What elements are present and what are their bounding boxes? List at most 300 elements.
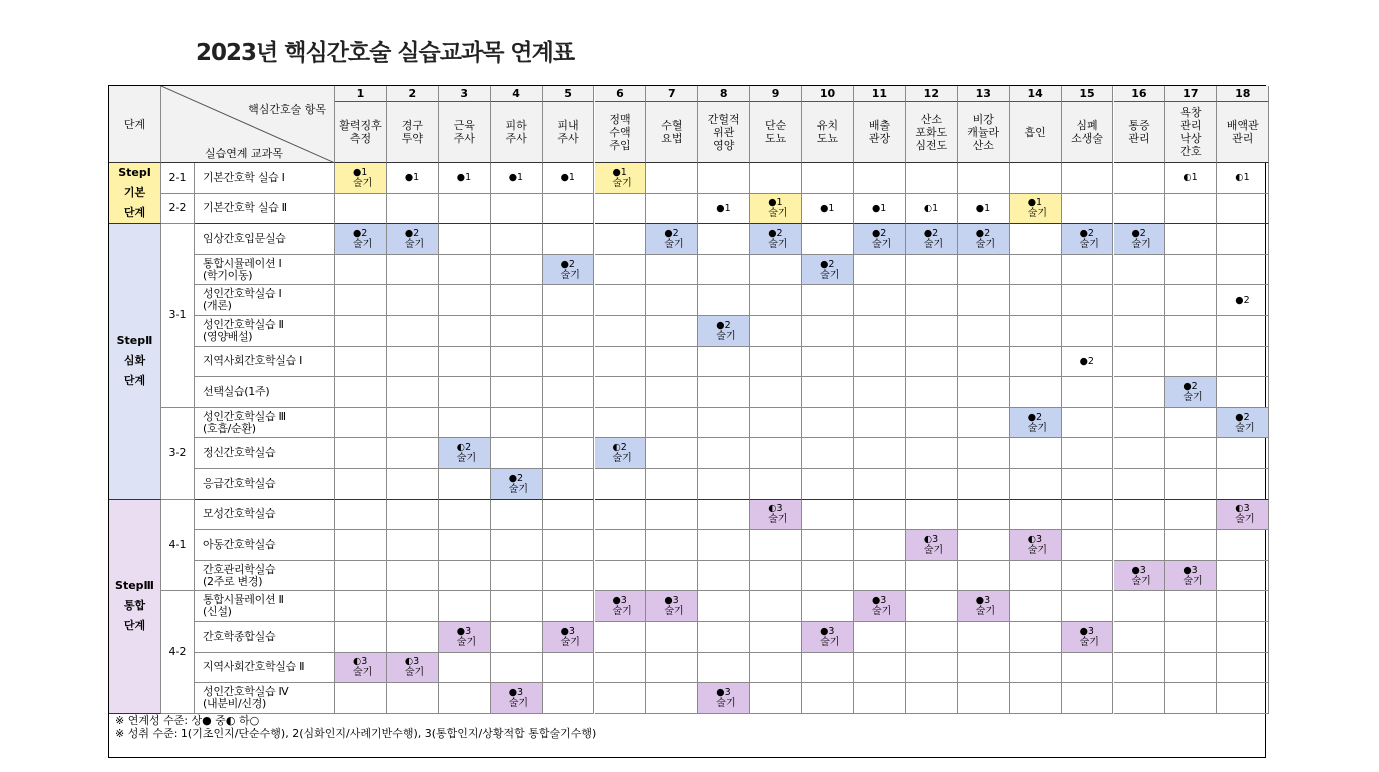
table-cell bbox=[750, 561, 802, 592]
table-cell bbox=[698, 438, 750, 469]
linkage-level: ●2 bbox=[1027, 411, 1043, 423]
skill-note: 술기 bbox=[716, 330, 736, 342]
item-name: 단순 도뇨 bbox=[750, 102, 802, 163]
table-cell bbox=[1114, 683, 1166, 714]
linkage-level: ●1 bbox=[872, 202, 887, 214]
linkage-mark bbox=[750, 500, 802, 531]
table-cell bbox=[906, 408, 958, 439]
table-cell bbox=[906, 285, 958, 316]
table-cell bbox=[1114, 622, 1166, 653]
table-cell bbox=[1217, 255, 1269, 286]
linkage-level: ●2 bbox=[872, 227, 887, 239]
skill-note: 술기 bbox=[1131, 575, 1151, 587]
linkage-level: ◐3 bbox=[1027, 533, 1043, 545]
skill-note: 술기 bbox=[820, 636, 840, 648]
linkage-level: ●2 bbox=[1183, 380, 1198, 392]
course-name: 지역사회간호학실습 Ⅱ bbox=[195, 653, 335, 684]
linkage-mark bbox=[335, 163, 387, 194]
table-cell bbox=[491, 591, 543, 622]
table-cell bbox=[1165, 653, 1217, 684]
linkage-level: ◐3 bbox=[923, 533, 939, 545]
item-number: 4 bbox=[491, 86, 543, 102]
table-cell bbox=[1010, 255, 1062, 286]
table-cell bbox=[646, 500, 698, 531]
linkage-table bbox=[108, 85, 1266, 758]
skill-note: 술기 bbox=[872, 606, 892, 618]
linkage-mark bbox=[1114, 561, 1166, 592]
linkage-level: ●1 bbox=[768, 197, 783, 209]
skill-note: 술기 bbox=[975, 606, 996, 618]
table-cell bbox=[750, 653, 802, 684]
skill-note: 술기 bbox=[975, 238, 996, 250]
linkage-level: ●3 bbox=[1079, 625, 1094, 637]
table-cell bbox=[1217, 224, 1269, 255]
table-cell bbox=[802, 408, 854, 439]
table-cell bbox=[646, 347, 698, 378]
table-cell bbox=[543, 469, 595, 500]
sub-period: 2-2 bbox=[161, 194, 195, 225]
table-cell bbox=[1062, 438, 1114, 469]
item-name: 피내 주사 bbox=[543, 102, 595, 163]
skill-note: 술기 bbox=[404, 238, 425, 250]
table-cell bbox=[543, 500, 595, 531]
table-cell bbox=[543, 285, 595, 316]
table-cell bbox=[543, 224, 595, 255]
table-cell bbox=[1217, 316, 1269, 347]
linkage-level: ●3 bbox=[664, 595, 679, 607]
table-cell bbox=[698, 163, 750, 194]
linkage-mark bbox=[958, 194, 1010, 225]
step-cell: StepⅢ 통합 단계 bbox=[109, 500, 161, 714]
skill-note: 술기 bbox=[508, 483, 529, 495]
linkage-mark bbox=[906, 224, 958, 255]
table-cell bbox=[802, 591, 854, 622]
table-cell bbox=[646, 683, 698, 714]
table-cell bbox=[698, 347, 750, 378]
table-cell bbox=[646, 163, 698, 194]
table-cell bbox=[958, 163, 1010, 194]
skill-note: 술기 bbox=[923, 238, 944, 250]
table-cell bbox=[439, 347, 491, 378]
table-cell bbox=[1062, 316, 1114, 347]
table-cell bbox=[1165, 469, 1217, 500]
table-cell bbox=[491, 194, 543, 225]
linkage-mark bbox=[1010, 194, 1062, 225]
table-cell bbox=[1217, 438, 1269, 469]
table-cell bbox=[1010, 653, 1062, 684]
table-cell bbox=[802, 316, 854, 347]
table-cell bbox=[1114, 316, 1166, 347]
table-cell bbox=[906, 255, 958, 286]
table-cell bbox=[595, 561, 647, 592]
table-cell bbox=[543, 316, 595, 347]
table-cell bbox=[1114, 530, 1166, 561]
table-cell bbox=[854, 469, 906, 500]
linkage-mark bbox=[491, 683, 543, 714]
table-cell bbox=[1165, 591, 1217, 622]
table-cell bbox=[1062, 653, 1114, 684]
table-cell bbox=[906, 469, 958, 500]
linkage-mark bbox=[646, 224, 698, 255]
item-number: 6 bbox=[595, 86, 647, 102]
table-cell bbox=[698, 622, 750, 653]
table-cell bbox=[491, 500, 543, 531]
table-cell bbox=[698, 653, 750, 684]
course-name: 성인간호학실습 Ⅲ (호흡/순환) bbox=[195, 408, 335, 439]
item-name: 심폐 소생술 bbox=[1062, 102, 1114, 163]
table-cell bbox=[1165, 530, 1217, 561]
table-cell bbox=[698, 530, 750, 561]
item-number: 3 bbox=[439, 86, 491, 102]
table-cell bbox=[387, 316, 439, 347]
table-cell bbox=[698, 285, 750, 316]
table-cell bbox=[387, 500, 439, 531]
table-cell bbox=[1114, 591, 1166, 622]
linkage-mark bbox=[906, 530, 958, 561]
skill-note: 술기 bbox=[1235, 514, 1255, 526]
table-cell bbox=[387, 347, 439, 378]
table-cell bbox=[750, 377, 802, 408]
table-cell bbox=[439, 530, 491, 561]
table-cell bbox=[1165, 347, 1217, 378]
table-cell bbox=[646, 438, 698, 469]
table-cell bbox=[439, 224, 491, 255]
table-cell bbox=[646, 285, 698, 316]
linkage-mark bbox=[1217, 163, 1269, 194]
table-cell bbox=[1217, 194, 1269, 225]
linkage-level: ●3 bbox=[508, 686, 524, 698]
table-cell bbox=[439, 194, 491, 225]
table-cell bbox=[491, 530, 543, 561]
skill-note: 술기 bbox=[820, 269, 840, 281]
table-cell bbox=[335, 194, 387, 225]
table-cell bbox=[1165, 285, 1217, 316]
table-cell bbox=[698, 255, 750, 286]
sub-period: 4-1 bbox=[161, 500, 195, 592]
table-cell bbox=[1062, 530, 1114, 561]
table-cell bbox=[750, 408, 802, 439]
skill-note: 술기 bbox=[1183, 575, 1203, 587]
table-cell bbox=[958, 377, 1010, 408]
table-cell bbox=[387, 255, 439, 286]
table-cell bbox=[335, 622, 387, 653]
table-cell bbox=[646, 469, 698, 500]
linkage-level: ◐3 bbox=[404, 656, 420, 668]
linkage-mark bbox=[439, 622, 491, 653]
skill-note: 술기 bbox=[353, 177, 373, 189]
table-cell bbox=[335, 530, 387, 561]
item-number: 14 bbox=[1010, 86, 1062, 102]
table-cell bbox=[595, 469, 647, 500]
table-cell bbox=[854, 408, 906, 439]
skill-note: 술기 bbox=[560, 636, 580, 648]
sub-period: 4-2 bbox=[161, 591, 195, 713]
course-name: 간호학종합실습 bbox=[195, 622, 335, 653]
table-cell bbox=[1114, 438, 1166, 469]
courses-label: 실습연계 교과목 bbox=[205, 147, 283, 160]
table-cell bbox=[387, 683, 439, 714]
table-cell bbox=[802, 469, 854, 500]
item-name: 경구 투약 bbox=[387, 102, 439, 163]
linkage-mark bbox=[1010, 530, 1062, 561]
table-cell bbox=[906, 316, 958, 347]
table-cell bbox=[854, 622, 906, 653]
table-cell bbox=[1010, 377, 1062, 408]
course-name: 모성간호학실습 bbox=[195, 500, 335, 531]
table-cell bbox=[439, 316, 491, 347]
linkage-mark bbox=[1062, 224, 1114, 255]
linkage-level: ●2 bbox=[508, 472, 524, 484]
table-cell bbox=[646, 653, 698, 684]
table-cell bbox=[750, 316, 802, 347]
table-cell bbox=[854, 285, 906, 316]
table-cell bbox=[698, 469, 750, 500]
linkage-level: ●3 bbox=[612, 595, 627, 607]
table-cell bbox=[906, 163, 958, 194]
table-cell bbox=[335, 438, 387, 469]
table-cell bbox=[958, 408, 1010, 439]
item-number: 2 bbox=[387, 86, 439, 102]
table-cell bbox=[543, 561, 595, 592]
item-name: 피하 주사 bbox=[491, 102, 543, 163]
table-cell bbox=[595, 653, 647, 684]
table-cell bbox=[387, 591, 439, 622]
table-cell bbox=[335, 561, 387, 592]
table-cell bbox=[335, 591, 387, 622]
table-cell bbox=[543, 530, 595, 561]
table-cell bbox=[439, 408, 491, 439]
table-cell bbox=[906, 500, 958, 531]
table-cell bbox=[698, 408, 750, 439]
item-name: 배액관 관리 bbox=[1217, 102, 1269, 163]
table-cell bbox=[750, 469, 802, 500]
table-cell bbox=[1217, 622, 1269, 653]
linkage-mark bbox=[698, 316, 750, 347]
item-name: 활력징후 측정 bbox=[335, 102, 387, 163]
linkage-mark bbox=[543, 255, 595, 286]
skill-note: 술기 bbox=[456, 636, 477, 648]
table-cell bbox=[595, 285, 647, 316]
table-cell bbox=[439, 500, 491, 531]
table-cell bbox=[439, 469, 491, 500]
table-cell bbox=[750, 622, 802, 653]
table-cell bbox=[906, 347, 958, 378]
table-cell bbox=[491, 622, 543, 653]
table-cell bbox=[491, 408, 543, 439]
table-cell bbox=[802, 347, 854, 378]
skill-note: 술기 bbox=[508, 697, 529, 709]
table-cell bbox=[439, 591, 491, 622]
linkage-level: ◐3 bbox=[1235, 503, 1250, 515]
linkage-level: ●3 bbox=[456, 625, 472, 637]
table-cell bbox=[491, 224, 543, 255]
linkage-mark bbox=[543, 622, 595, 653]
table-cell bbox=[595, 255, 647, 286]
table-cell bbox=[1062, 683, 1114, 714]
linkage-level: ◐1 bbox=[1183, 172, 1198, 184]
linkage-level: ◐3 bbox=[768, 503, 783, 515]
table-cell bbox=[802, 438, 854, 469]
linkage-mark bbox=[491, 163, 543, 194]
table-cell bbox=[1062, 561, 1114, 592]
course-name: 지역사회간호학실습 Ⅰ bbox=[195, 347, 335, 378]
table-cell bbox=[1010, 622, 1062, 653]
diagonal-header bbox=[161, 86, 335, 163]
table-cell bbox=[543, 591, 595, 622]
course-name: 간호관리학실습 (2주로 변경) bbox=[195, 561, 335, 592]
item-number: 13 bbox=[958, 86, 1010, 102]
table-cell bbox=[958, 622, 1010, 653]
skill-note: 술기 bbox=[353, 667, 373, 679]
item-number: 1 bbox=[335, 86, 387, 102]
table-cell bbox=[802, 530, 854, 561]
table-cell bbox=[1010, 163, 1062, 194]
table-cell bbox=[958, 653, 1010, 684]
items-label: 핵심간호술 항목 bbox=[248, 103, 326, 116]
table-cell bbox=[802, 285, 854, 316]
table-cell bbox=[335, 377, 387, 408]
linkage-level: ◐1 bbox=[923, 202, 939, 214]
table-cell bbox=[1165, 408, 1217, 439]
table-cell bbox=[854, 438, 906, 469]
table-cell bbox=[1062, 500, 1114, 531]
item-number: 18 bbox=[1217, 86, 1269, 102]
table-cell bbox=[906, 683, 958, 714]
table-cell bbox=[1165, 683, 1217, 714]
item-number: 7 bbox=[646, 86, 698, 102]
table-cell bbox=[1062, 377, 1114, 408]
table-cell bbox=[906, 622, 958, 653]
table-cell bbox=[1010, 683, 1062, 714]
skill-note: 술기 bbox=[923, 544, 944, 556]
item-number: 17 bbox=[1165, 86, 1217, 102]
linkage-mark bbox=[802, 194, 854, 225]
table-cell bbox=[698, 561, 750, 592]
skill-note: 술기 bbox=[612, 177, 632, 189]
table-cell bbox=[1217, 561, 1269, 592]
skill-note: 술기 bbox=[1079, 636, 1099, 648]
stage-header: 단계 bbox=[109, 86, 161, 163]
linkage-level: ●2 bbox=[1235, 294, 1250, 306]
table-cell bbox=[595, 500, 647, 531]
table-cell bbox=[543, 408, 595, 439]
linkage-mark bbox=[750, 194, 802, 225]
table-cell bbox=[1062, 408, 1114, 439]
table-cell bbox=[335, 316, 387, 347]
linkage-mark bbox=[1062, 347, 1114, 378]
item-name: 배출 관장 bbox=[854, 102, 906, 163]
table-cell bbox=[802, 561, 854, 592]
table-cell bbox=[543, 347, 595, 378]
linkage-level: ●2 bbox=[353, 227, 368, 239]
table-cell bbox=[802, 683, 854, 714]
linkage-level: ●1 bbox=[1027, 197, 1043, 209]
table-cell bbox=[958, 438, 1010, 469]
table-cell bbox=[491, 438, 543, 469]
table-cell bbox=[1217, 683, 1269, 714]
linkage-level: ●1 bbox=[456, 172, 472, 184]
linkage-mark bbox=[387, 653, 439, 684]
table-cell bbox=[958, 316, 1010, 347]
table-cell bbox=[1114, 347, 1166, 378]
item-number: 11 bbox=[854, 86, 906, 102]
table-cell bbox=[646, 194, 698, 225]
linkage-mark bbox=[1165, 561, 1217, 592]
course-name: 성인간호학실습 Ⅱ (영양배설) bbox=[195, 316, 335, 347]
table-cell bbox=[543, 683, 595, 714]
table-cell bbox=[906, 561, 958, 592]
course-name: 정신간호학실습 bbox=[195, 438, 335, 469]
table-cell bbox=[387, 530, 439, 561]
linkage-level: ●1 bbox=[508, 172, 524, 184]
table-cell bbox=[1010, 316, 1062, 347]
table-cell bbox=[1062, 469, 1114, 500]
linkage-mark bbox=[1217, 285, 1269, 316]
table-cell bbox=[335, 347, 387, 378]
linkage-mark bbox=[335, 224, 387, 255]
linkage-mark bbox=[698, 194, 750, 225]
table-cell bbox=[854, 163, 906, 194]
linkage-level: ●3 bbox=[1131, 564, 1146, 576]
table-cell bbox=[958, 347, 1010, 378]
linkage-level: ◐1 bbox=[1235, 172, 1250, 184]
linkage-mark bbox=[802, 255, 854, 286]
item-name: 간헐적 위관 영양 bbox=[698, 102, 750, 163]
table-cell bbox=[906, 377, 958, 408]
table-cell bbox=[595, 347, 647, 378]
item-name: 유치 도뇨 bbox=[802, 102, 854, 163]
table-cell bbox=[1165, 500, 1217, 531]
table-cell bbox=[698, 591, 750, 622]
course-name: 성인간호학실습 Ⅰ (개론) bbox=[195, 285, 335, 316]
table-cell bbox=[802, 653, 854, 684]
course-name: 기본간호학 실습 Ⅰ bbox=[195, 163, 335, 194]
table-cell bbox=[491, 285, 543, 316]
skill-note: 술기 bbox=[404, 667, 425, 679]
skill-note: 술기 bbox=[1131, 238, 1151, 250]
table-cell bbox=[750, 255, 802, 286]
table-cell bbox=[1165, 255, 1217, 286]
table-cell bbox=[387, 194, 439, 225]
table-cell bbox=[958, 561, 1010, 592]
table-cell bbox=[1165, 316, 1217, 347]
table-cell bbox=[1217, 530, 1269, 561]
table-cell bbox=[958, 285, 1010, 316]
item-name: 근육 주사 bbox=[439, 102, 491, 163]
course-name: 응급간호학실습 bbox=[195, 469, 335, 500]
table-cell bbox=[646, 377, 698, 408]
skill-note: 술기 bbox=[612, 606, 632, 618]
linkage-mark bbox=[1010, 408, 1062, 439]
table-cell bbox=[1010, 224, 1062, 255]
table-cell bbox=[439, 377, 491, 408]
sub-period: 2-1 bbox=[161, 163, 195, 194]
linkage-level: ●3 bbox=[975, 595, 991, 607]
table-cell bbox=[543, 377, 595, 408]
table-cell bbox=[595, 408, 647, 439]
table-cell bbox=[854, 377, 906, 408]
table-cell bbox=[491, 255, 543, 286]
table-cell bbox=[750, 285, 802, 316]
linkage-mark bbox=[1217, 500, 1269, 531]
linkage-level: ◐3 bbox=[353, 656, 368, 668]
item-name: 욕창 관리 낙상 간호 bbox=[1165, 102, 1217, 163]
linkage-mark bbox=[958, 591, 1010, 622]
linkage-level: ●2 bbox=[664, 227, 679, 239]
item-number: 10 bbox=[802, 86, 854, 102]
item-name: 수혈 요법 bbox=[646, 102, 698, 163]
table-cell bbox=[1217, 469, 1269, 500]
